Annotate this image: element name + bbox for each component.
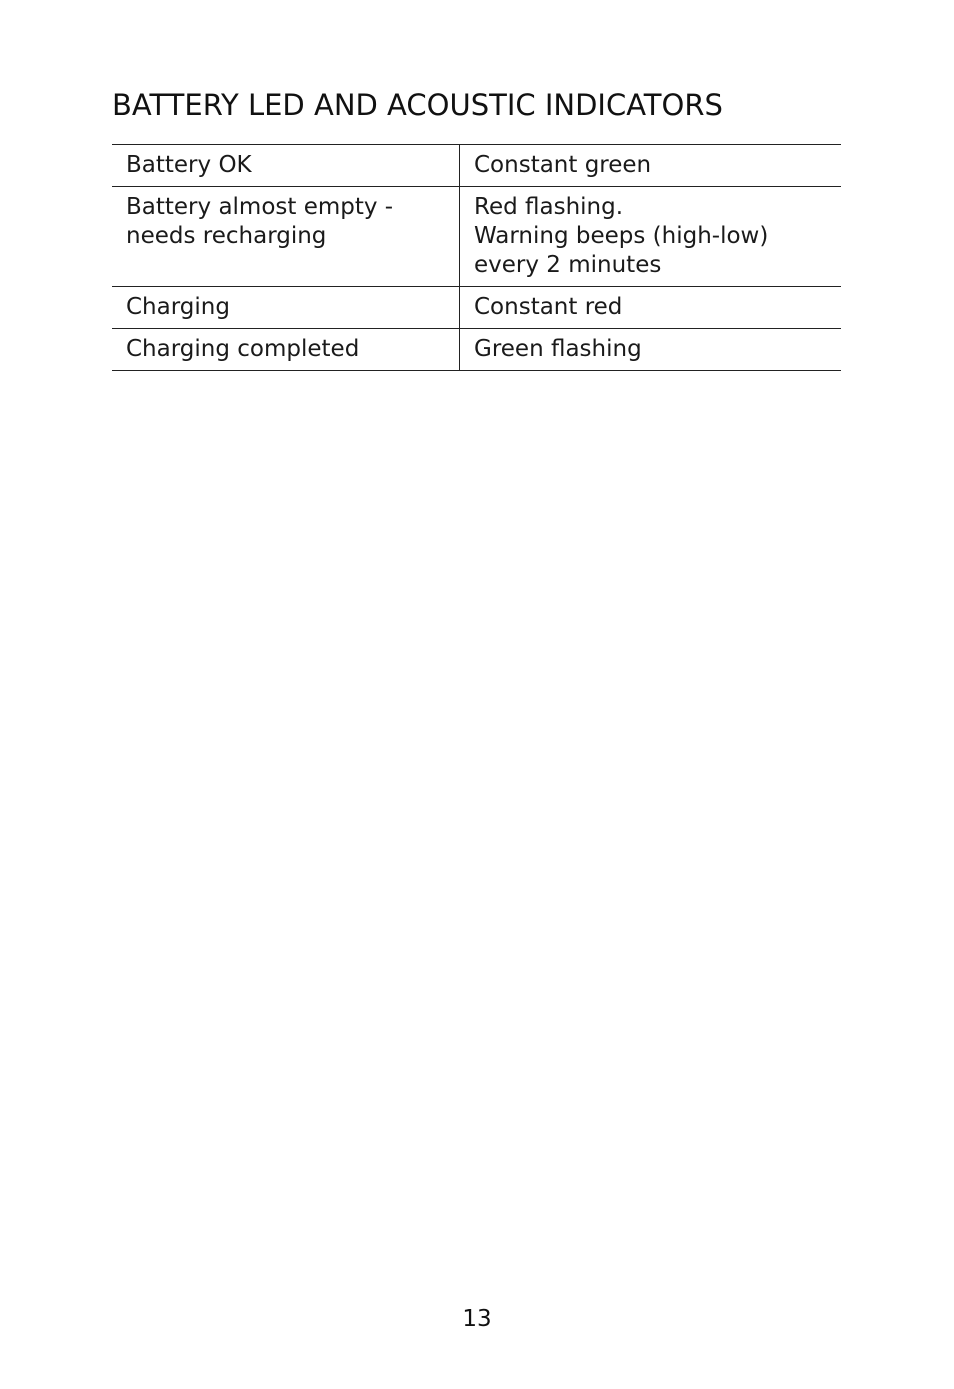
table-row: [112, 329, 841, 371]
table-row: [112, 187, 841, 287]
state-cell: Battery almost empty - needs recharging: [112, 187, 460, 287]
state-cell: Battery OK: [112, 145, 460, 187]
page-number: 13: [462, 1306, 492, 1332]
state-cell: Charging completed: [112, 329, 460, 371]
state-cell: Charging: [112, 287, 460, 329]
page-title: BATTERY LED AND ACOUSTIC INDICATORS: [112, 88, 723, 122]
indication-cell: Constant green: [460, 145, 842, 187]
indicator-table: [112, 144, 841, 371]
indication-cell: Constant red: [460, 287, 842, 329]
table-row: [112, 145, 841, 187]
indication-cell: Green flashing: [460, 329, 842, 371]
table-row: [112, 287, 841, 329]
indication-cell: Red flashing. Warning beeps (high-low) every 2 minutes: [460, 187, 842, 287]
